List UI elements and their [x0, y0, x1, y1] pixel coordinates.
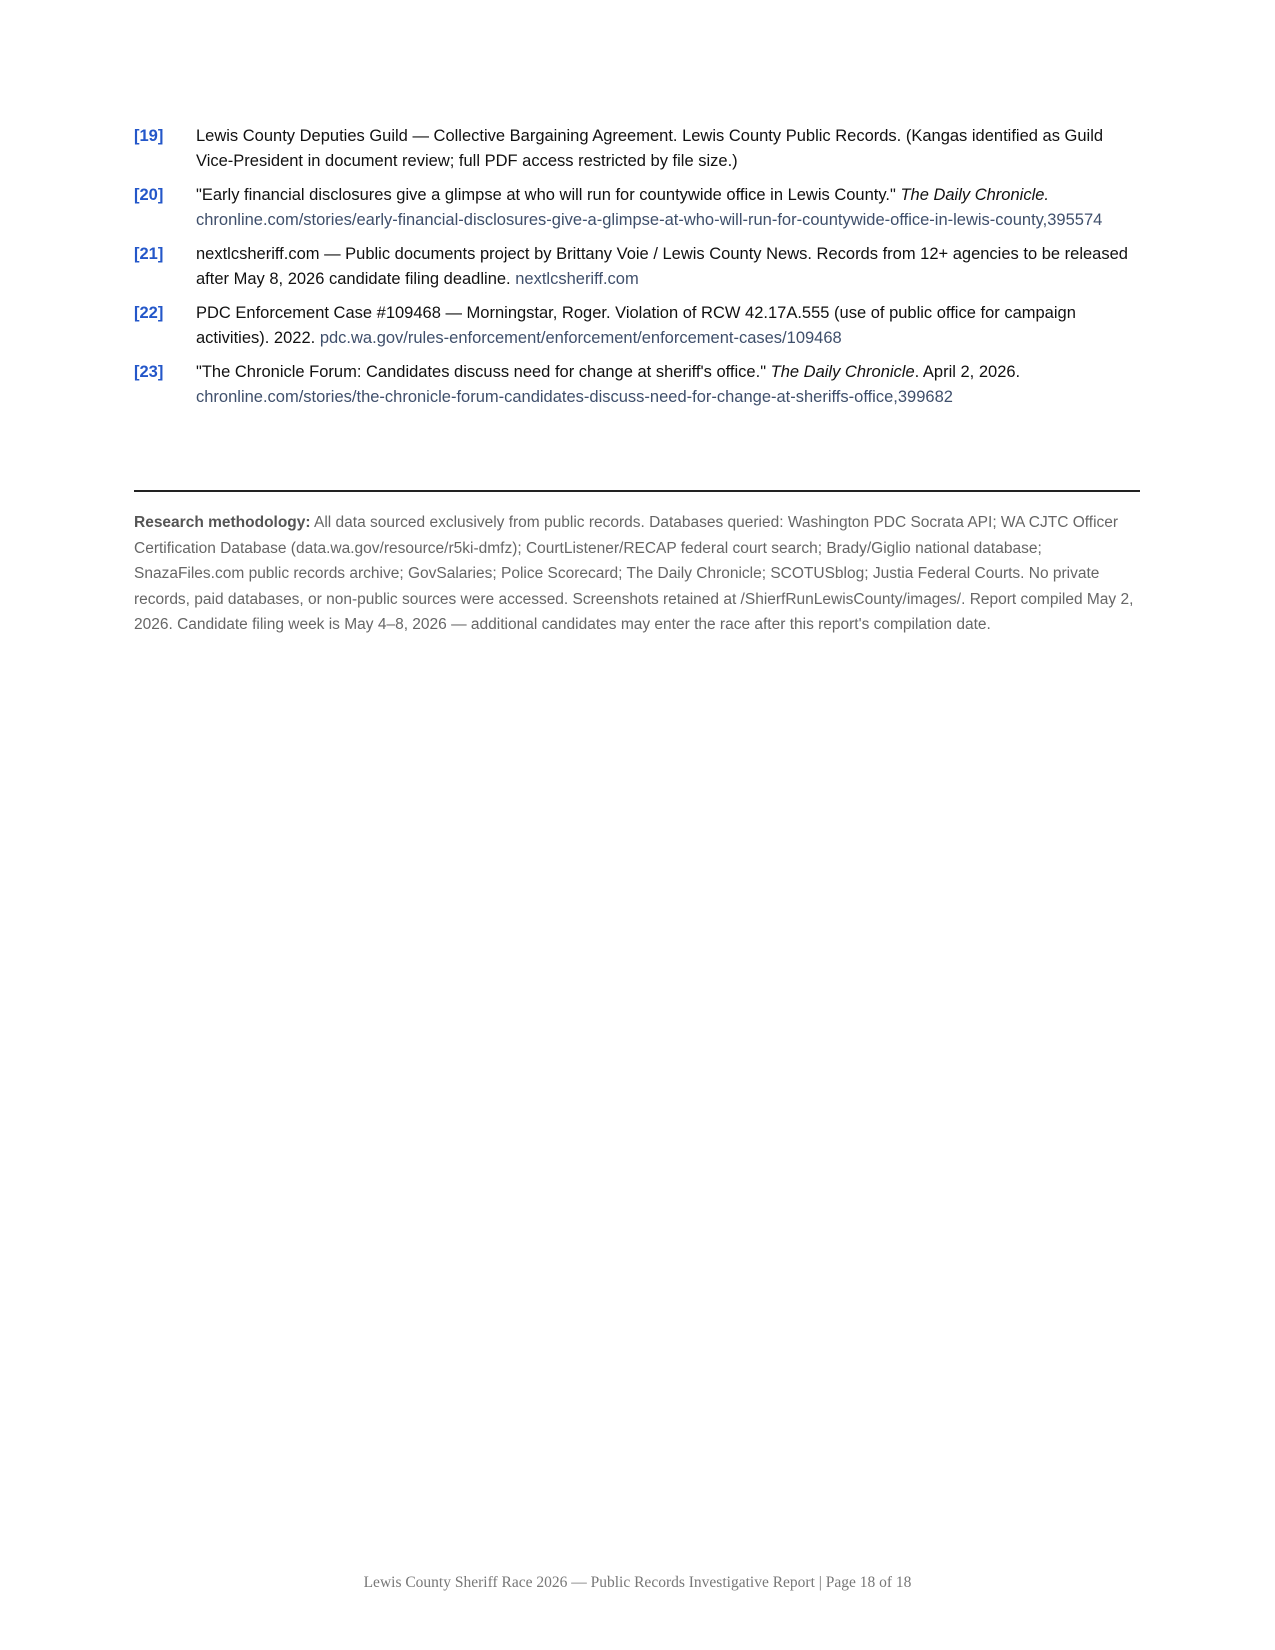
reference-number-20[interactable]: [20] — [134, 186, 164, 204]
methodology-text: All data sourced exclusively from public records. Databases queried: Washington PDC Socrata API; WA CJTC Officer Certification Database (data.wa.gov/resource/r5ki-dmfz); CourtListener/RECAP federal court search; Brady/Giglio national database; SnazaFiles.com public records archive; GovSalaries; Police Scorecard; The Daily Chronicle; SCOTUSblog; Justia Federal Courts. No private records, paid databases, or non-public sources were accessed. Screenshots retained at /ShierfRunLewisCounty/images/. Report compiled May 2, 2026. Candidate filing week is May 4–8, 2026 — additional candidates may enter the race after this report's compilation date. — [134, 514, 1134, 633]
research-methodology — [134, 510, 1144, 638]
reference-link[interactable]: nextlcsheriff.com — [515, 270, 639, 288]
reference-text: PDC Enforcement Case #109468 — Morningstar, Roger. Violation of RCW 42.17A.555 (use of public office for campaign activities). 2022. — [196, 304, 1076, 347]
reference-item — [134, 360, 1140, 410]
reference-link[interactable]: pdc.wa.gov/rules-enforcement/enforcement/enforcement-cases/109468 — [319, 329, 842, 347]
reference-item — [134, 183, 1140, 233]
reference-body — [196, 183, 1140, 233]
reference-body — [196, 301, 1140, 351]
reference-date: . April 2, 2026. — [914, 363, 1021, 381]
reference-number-19[interactable]: [19] — [134, 127, 164, 145]
page-footer: Lewis County Sheriff Race 2026 — Public Records Investigative Report | Page 18 of 18 — [363, 1574, 912, 1591]
reference-source: The Daily Chronicle. — [900, 186, 1049, 204]
reference-text: Lewis County Deputies Guild — Collective Bargaining Agreement. Lewis County Public Records. (Kangas identified as Guild Vice-President in document review; full PDF access restricted by file size.) — [196, 127, 1104, 170]
reference-number-22[interactable]: [22] — [134, 304, 164, 322]
reference-number-23[interactable]: [23] — [134, 363, 164, 381]
methodology-label: Research methodology: — [134, 514, 311, 531]
reference-body — [196, 360, 1140, 410]
section-divider — [134, 490, 1140, 492]
reference-text: "Early financial disclosures give a glimpse at who will run for countywide office in Lewis County." — [196, 186, 896, 204]
reference-list — [134, 124, 1140, 419]
reference-body — [196, 242, 1140, 292]
reference-link[interactable]: chronline.com/stories/early-financial-disclosures-give-a-glimpse-at-who-will-run-for-countywide-office-in-lewis-county,395574 — [196, 211, 1103, 229]
reference-item — [134, 301, 1140, 351]
reference-source: The Daily Chronicle — [770, 363, 915, 381]
reference-link[interactable]: chronline.com/stories/the-chronicle-forum-candidates-discuss-need-for-change-at-sheriffs-office,399682 — [196, 388, 953, 406]
reference-text: "The Chronicle Forum: Candidates discuss need for change at sheriff's office." — [196, 363, 767, 381]
reference-body — [196, 124, 1140, 174]
reference-text: nextlcsheriff.com — Public documents project by Brittany Voie / Lewis County News. Records from 12+ agencies to be released after May 8, 2026 candidate filing deadline. — [196, 245, 1128, 288]
reference-item — [134, 242, 1140, 292]
reference-number-21[interactable]: [21] — [134, 245, 164, 263]
reference-item — [134, 124, 1140, 174]
